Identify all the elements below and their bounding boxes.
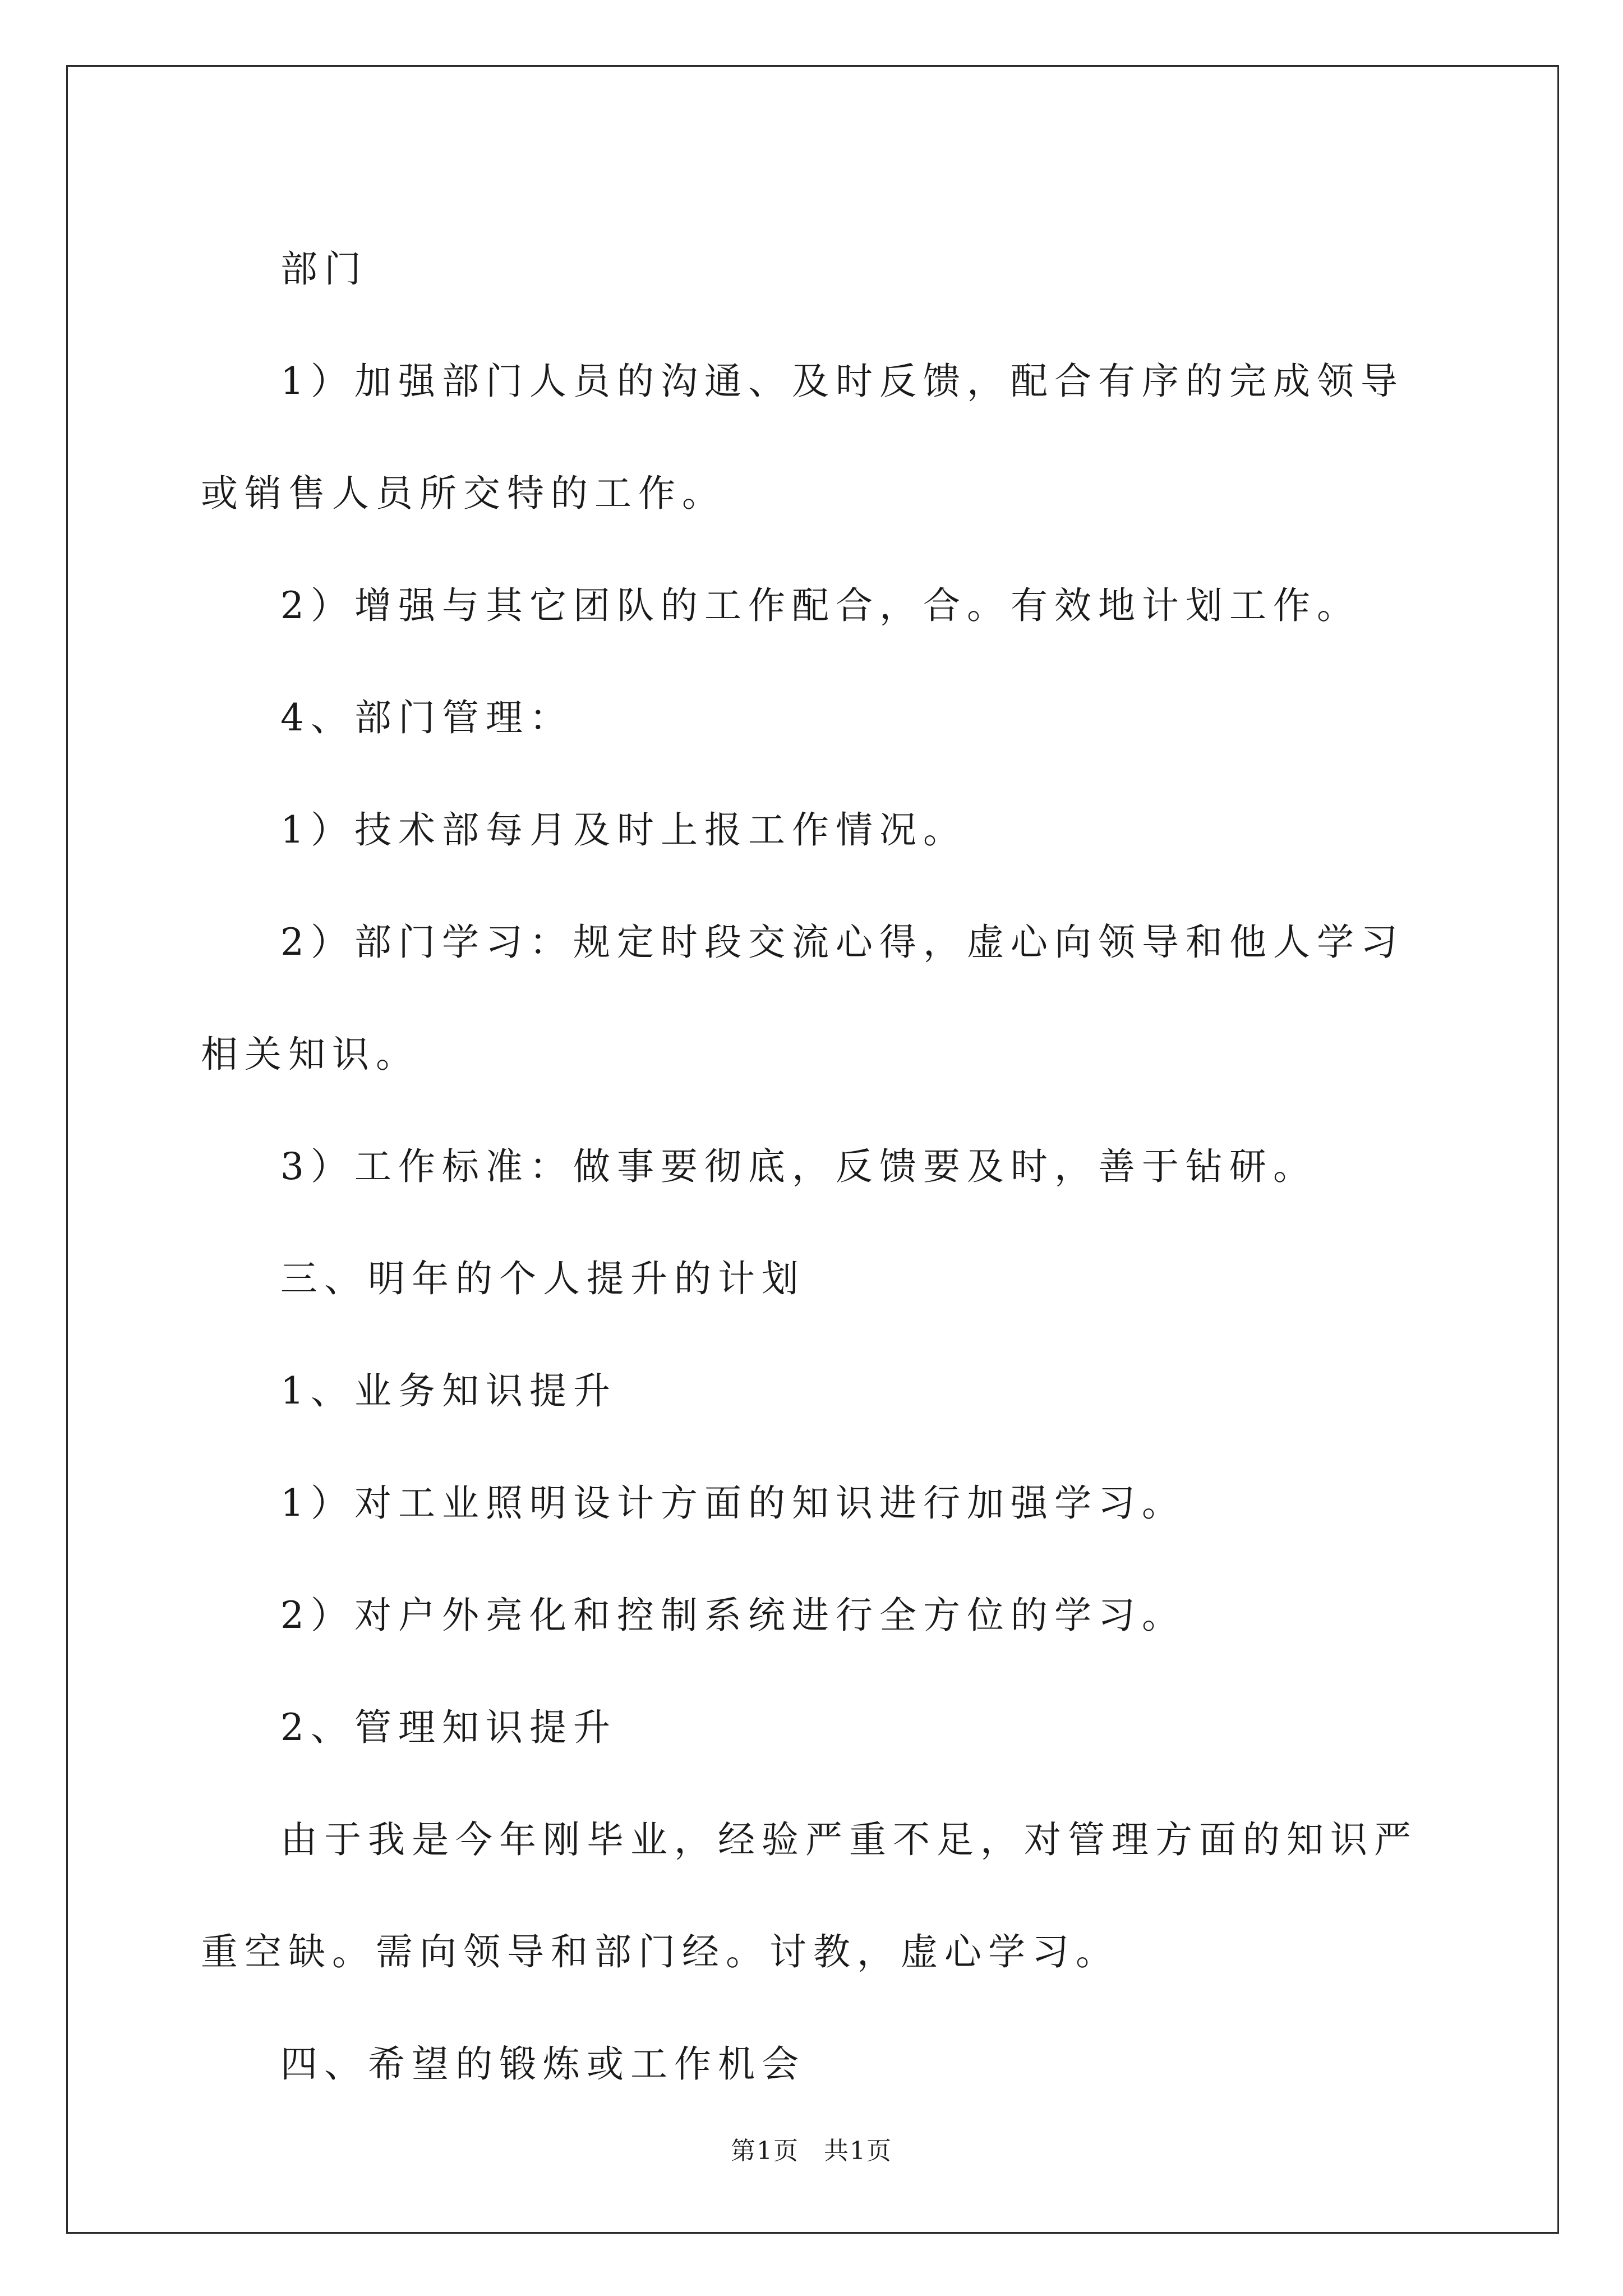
section-heading: 三、明年的个人提升的计划	[280, 1257, 805, 1300]
paragraph: 2）对户外亮化和控制系统进行全方位的学习。	[280, 1594, 1186, 1637]
paragraph: 3）工作标准：做事要彻底，反馈要及时，善于钻研。	[280, 1145, 1317, 1188]
paragraph: 1）加强部门人员的沟通、及时反馈，配合有序的完成领导或销售人员所交特的工作。	[201, 360, 1404, 515]
paragraph: 部门	[280, 247, 368, 291]
paragraph: 2）部门学习：规定时段交流心得，虚心向领导和他人学习相关知识。	[201, 921, 1404, 1076]
page-footer	[0, 2134, 1623, 2168]
paragraph: 4、部门管理：	[280, 696, 573, 739]
paragraph: 2）增强与其它团队的工作配合，合。有效地计划工作。	[280, 584, 1361, 627]
paragraph: 1）技术部每月及时上报工作情况。	[280, 808, 967, 852]
paragraph: 1）对工业照明设计方面的知识进行加强学习。	[280, 1481, 1186, 1525]
section-heading: 四、希望的锻炼或工作机会	[280, 2042, 805, 2086]
paragraph: 由于我是今年刚毕业，经验严重不足，对管理方面的知识严重空缺。需向领导和部门经。讨教，虚心学习。	[201, 1818, 1418, 1973]
document-body	[201, 213, 1429, 2120]
page-number-total: 共1页	[824, 2137, 892, 2165]
subsection-heading: 1、业务知识提升	[280, 1369, 617, 1412]
page-number-current: 第1页	[731, 2137, 799, 2165]
subsection-heading: 2、管理知识提升	[280, 1706, 617, 1749]
